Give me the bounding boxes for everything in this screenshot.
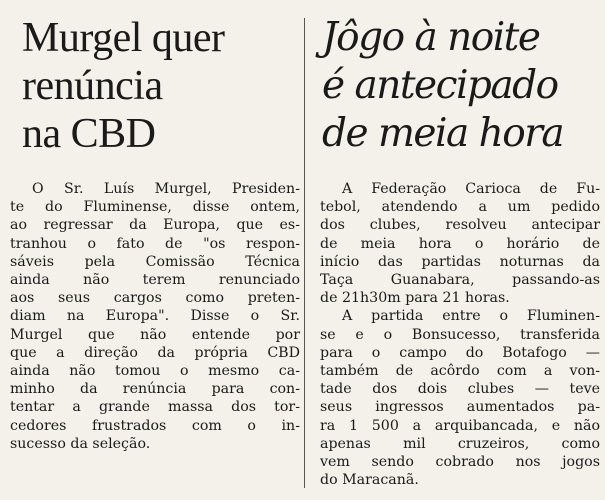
headline-line: de meia hora <box>322 111 564 156</box>
text-line: tentar a grande massa dos tor- <box>10 399 300 416</box>
text-line: de meia hora o horário de <box>320 235 600 252</box>
article-paragraph <box>320 307 600 489</box>
text-line: apenas mil cruzeiros, como <box>320 435 600 452</box>
text-line: ainda não terem renunciado <box>10 272 300 289</box>
text-line: te do Fluminense, disse ontem, <box>10 199 300 216</box>
text-line: de 21h30m para 21 horas. <box>320 290 510 307</box>
article-paragraph <box>320 180 600 307</box>
headline-right <box>322 14 563 158</box>
article-paragraph <box>10 180 300 453</box>
text-line: sucesso da seleção. <box>10 435 151 452</box>
text-line: tebol, atendendo a um pedido <box>320 199 600 216</box>
article-right <box>306 0 605 500</box>
text-line: do Maracanã. <box>320 472 419 489</box>
text-line: seus ingressos aumentados pa- <box>320 399 600 416</box>
headline-left <box>22 14 225 158</box>
text-line: cedores frustrados com o in- <box>10 417 300 434</box>
headline-line: Murgel quer <box>22 15 225 61</box>
text-line: A partida entre o Fluminen- <box>342 308 600 325</box>
text-line: vem sendo cobrado nos jogos <box>320 454 600 471</box>
text-line: também de acôrdo com a von- <box>320 363 600 380</box>
text-line: dos clubes, resolveu antecipar <box>320 217 600 234</box>
column-divider <box>304 18 305 488</box>
headline-line: renúncia <box>22 63 163 109</box>
headline-line: é antecipado <box>322 63 558 108</box>
text-line: para o campo do Botafogo — <box>320 344 600 361</box>
text-line: sáveis pela Comissão Técnica <box>10 253 300 270</box>
article-body-left <box>10 180 300 453</box>
text-line: se e o Bonsucesso, transferida <box>320 326 600 343</box>
text-line: tade dos dois clubes — teve <box>320 381 600 398</box>
text-line: ra 1 500 a arquibancada, e não <box>320 417 600 434</box>
text-line: ainda não tomou o mesmo ca- <box>10 363 300 380</box>
headline-line: na CBD <box>22 111 156 157</box>
article-body-right <box>320 180 600 489</box>
text-line: diam na Europa". Disse o Sr. <box>10 308 300 325</box>
text-line: A Federação Carioca de Fu- <box>342 181 600 197</box>
headline-line: Jôgo à noite <box>322 15 540 60</box>
text-line: Murgel que não entende por <box>10 326 300 343</box>
text-line: aos seus cargos como preten- <box>10 290 300 307</box>
text-line: ao regressar da Europa, que es- <box>10 217 300 234</box>
text-line: que a direção da própria CBD <box>10 344 300 361</box>
text-line: O Sr. Luís Murgel, Presiden- <box>32 181 300 197</box>
text-line: tranhou o fato de "os respon- <box>10 235 300 252</box>
text-line: minho da renúncia para con- <box>10 381 300 398</box>
text-line: início das partidas noturnas da <box>320 253 600 270</box>
text-line: Taça Guanabara, passando-as <box>320 272 600 289</box>
